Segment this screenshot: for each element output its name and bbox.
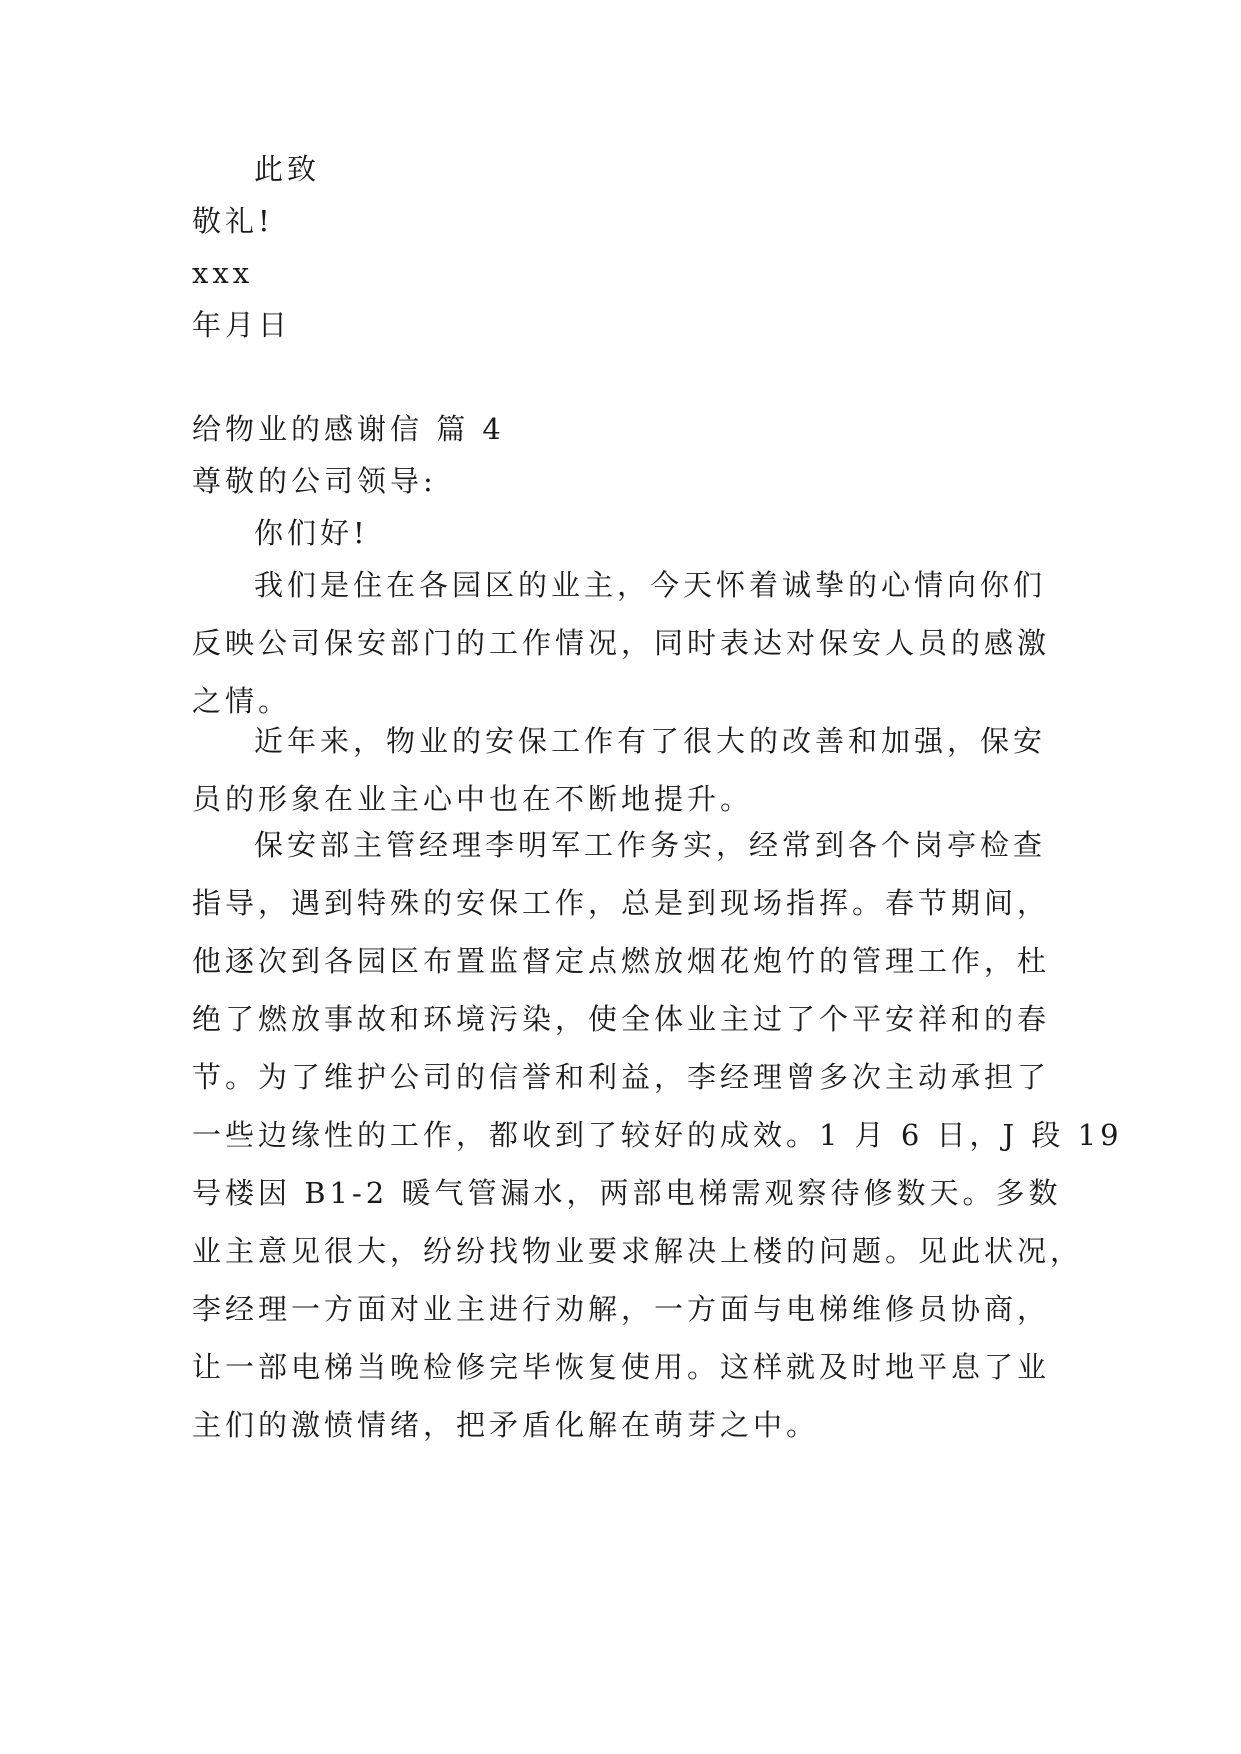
- closing-salutation-intro: 此致: [254, 152, 321, 186]
- paragraph-line: 节。为了维护公司的信誉和利益，李经理曾多次主动承担了: [192, 1060, 1051, 1094]
- paragraph-line: 绝了燃放事故和环境污染，使全体业主过了个平安祥和的春: [192, 1002, 1051, 1036]
- letter-greeting: 你们好!: [254, 516, 369, 550]
- paragraph-2: [192, 712, 1052, 828]
- paragraph-line: 反映公司保安部门的工作情况，同时表达对保安人员的感激: [192, 626, 1051, 660]
- letter-addressee: 尊敬的公司领导:: [192, 464, 437, 498]
- paragraph-line: 让一部电梯当晚检修完毕恢复使用。这样就及时地平息了业: [192, 1350, 1051, 1384]
- paragraph-line: 员的形象在业主心中也在不断地提升。: [192, 782, 754, 816]
- closing-salutation: 敬礼!: [192, 204, 274, 238]
- signature-date: 年月日: [192, 308, 292, 342]
- paragraph-line: 我们是住在各园区的业主，今天怀着诚挚的心情向你们: [254, 568, 1047, 602]
- paragraph-line: 指导，遇到特殊的安保工作，总是到现场指挥。春节期间，: [192, 886, 1051, 920]
- letter-title: 给物业的感谢信 篇 4: [192, 412, 505, 446]
- paragraph-line: 主们的激愤情绪，把矛盾化解在萌芽之中。: [192, 1408, 820, 1442]
- paragraph-3: [192, 816, 1123, 1454]
- paragraph-1: [192, 556, 1052, 730]
- paragraph-line: 保安部主管经理李明军工作务实，经常到各个岗亭检查: [254, 828, 1047, 862]
- paragraph-line: 一些边缘性的工作，都收到了较好的成效。1 月 6 日，J 段 19: [192, 1118, 1123, 1152]
- paragraph-line: 近年来，物业的安保工作有了很大的改善和加强，保安: [254, 724, 1047, 758]
- paragraph-line: 李经理一方面对业主进行劝解，一方面与电梯维修员协商，: [192, 1292, 1051, 1326]
- paragraph-line: 之情。: [192, 684, 292, 718]
- signature-name: xxx: [192, 256, 254, 290]
- paragraph-line: 号楼因 B1-2 暖气管漏水，两部电梯需观察待修数天。多数: [192, 1176, 1062, 1210]
- paragraph-line: 他逐次到各园区布置监督定点燃放烟花炮竹的管理工作，杜: [192, 944, 1051, 978]
- paragraph-line: 业主意见很大，纷纷找物业要求解决上楼的问题。见此状况，: [192, 1234, 1084, 1268]
